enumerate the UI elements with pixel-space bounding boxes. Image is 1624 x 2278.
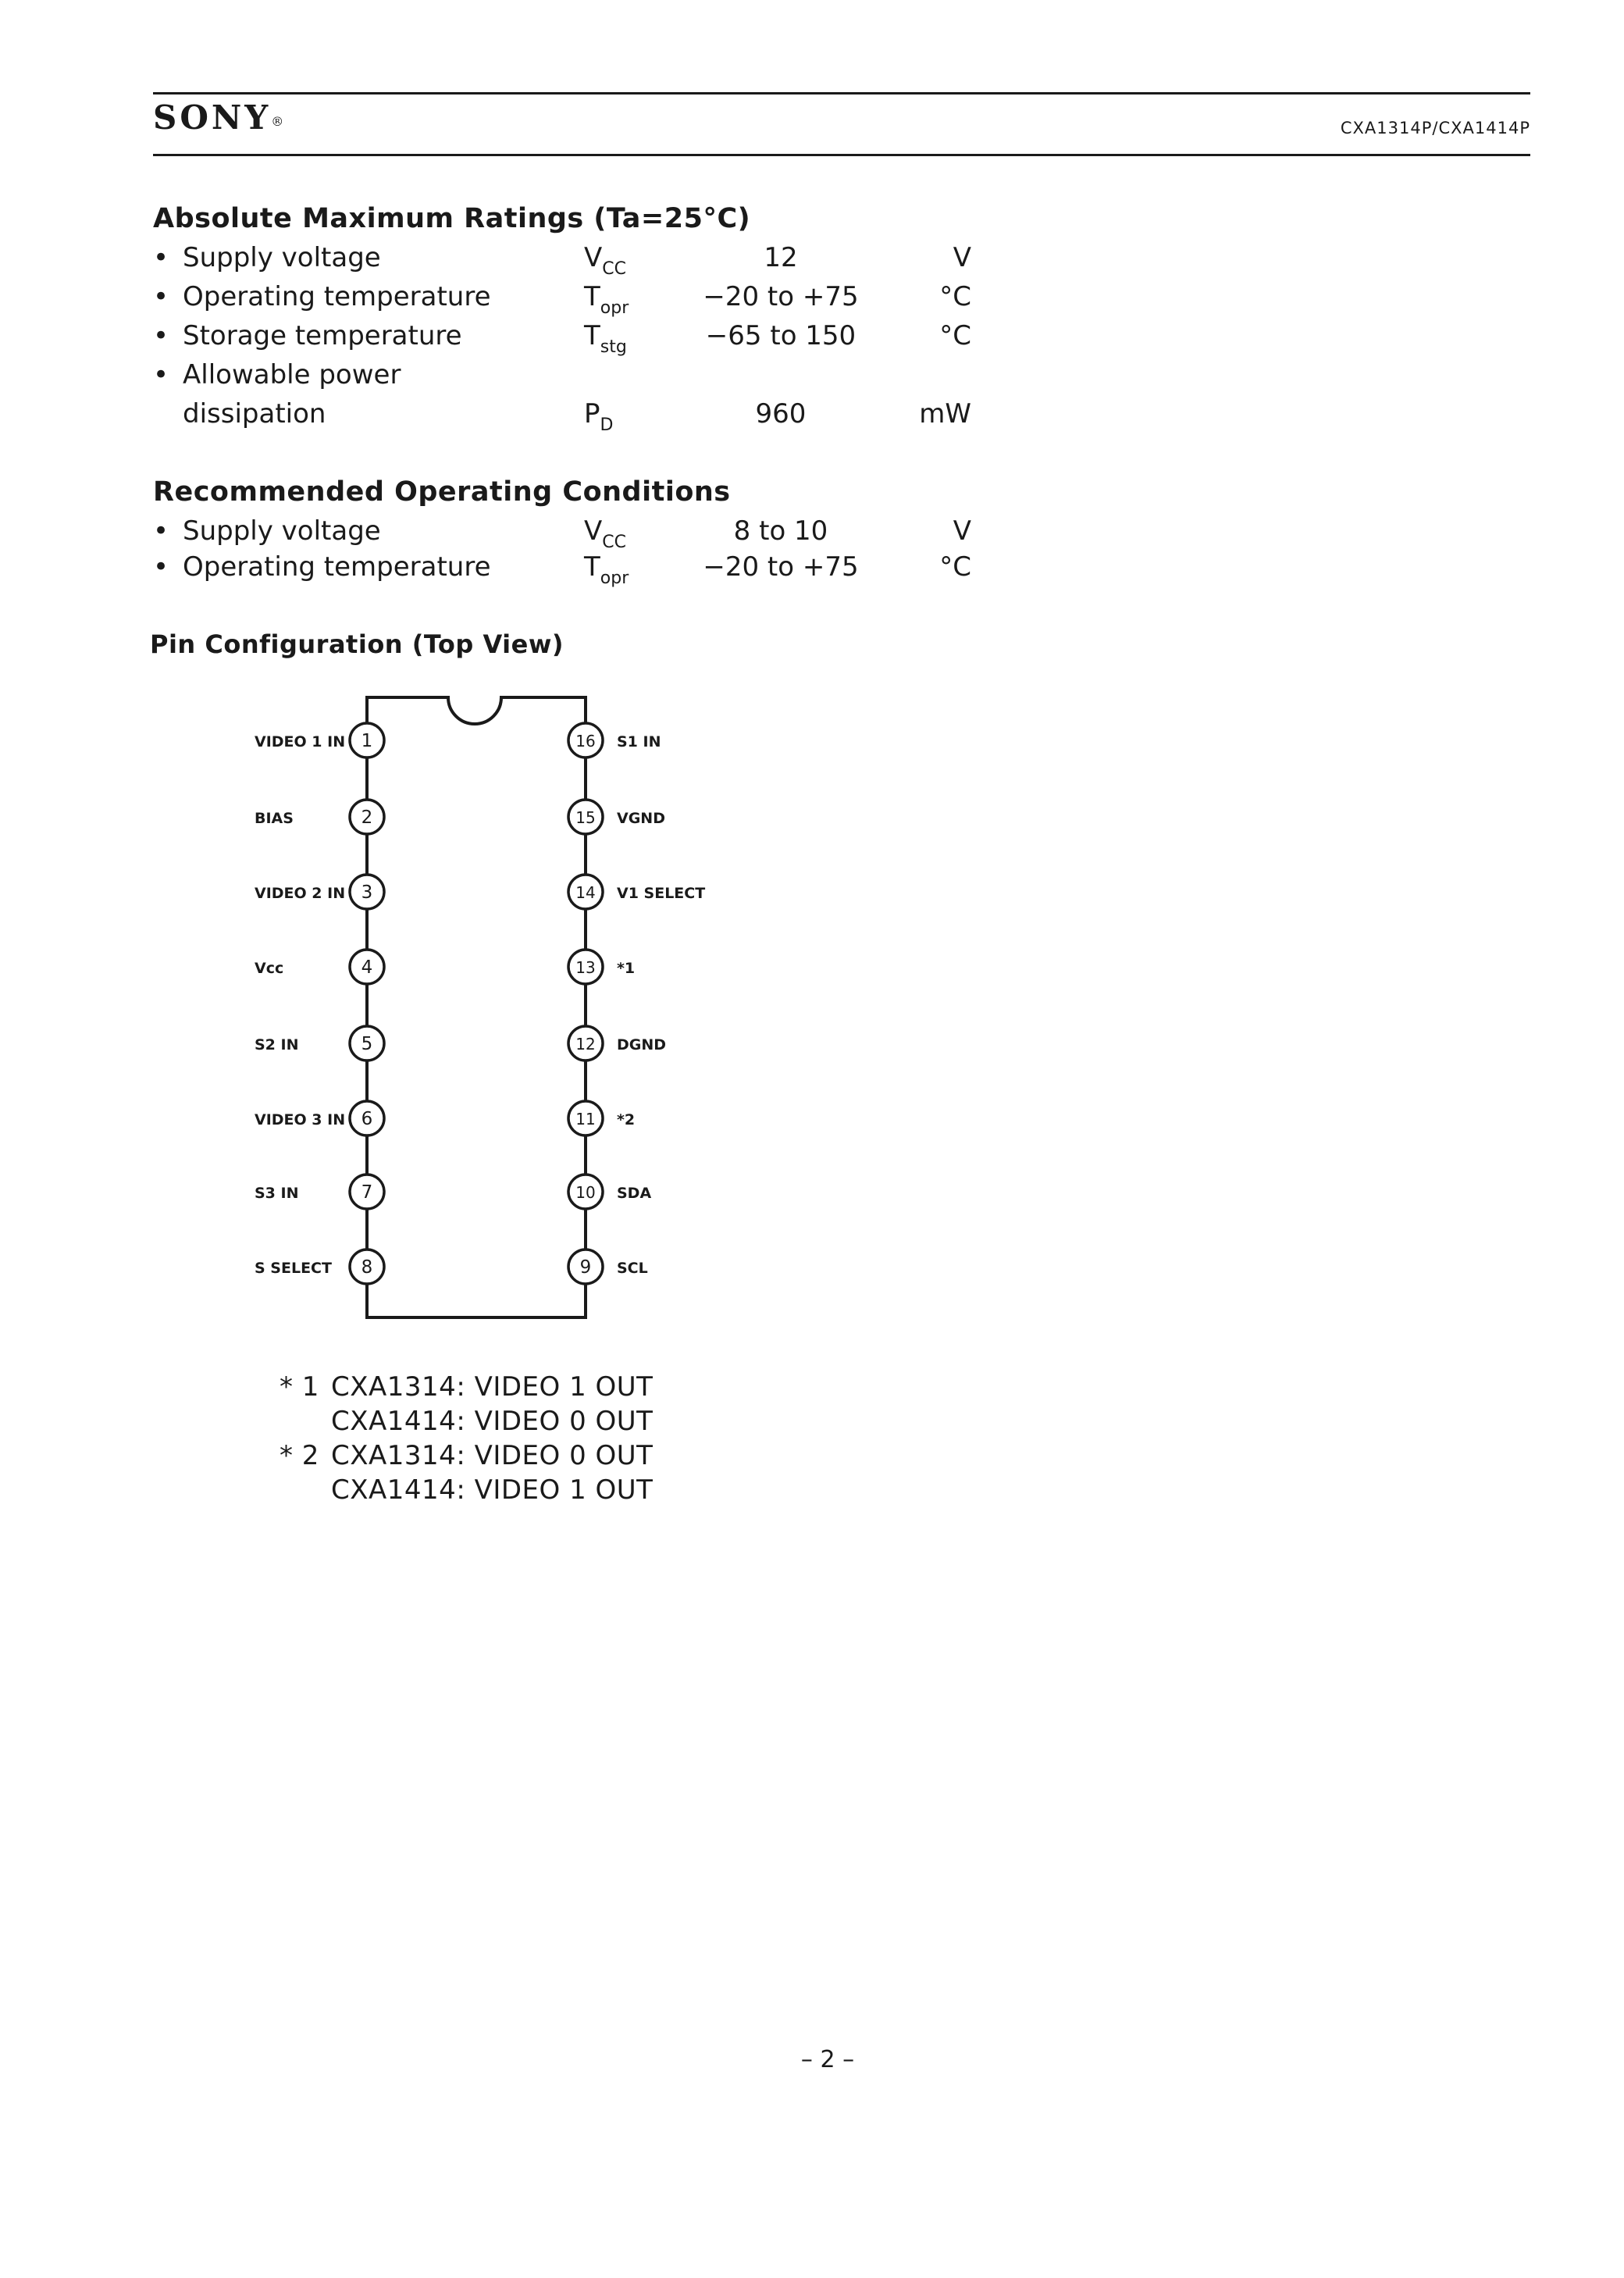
note-mark: * 2 (280, 1440, 319, 1471)
pin-14 (568, 875, 705, 909)
row-value: 12 (764, 242, 798, 273)
row-label: Operating temperature (183, 551, 491, 583)
pin-label: Vcc (255, 960, 284, 977)
chip-outline (367, 697, 586, 1317)
row-value: −20 to +75 (703, 551, 859, 583)
row-value: −20 to +75 (703, 281, 859, 312)
note-text: CXA1414: VIDEO 0 OUT (331, 1406, 654, 1437)
row-value: 8 to 10 (733, 515, 828, 547)
pin-4 (255, 950, 384, 984)
row-label: Allowable power (183, 359, 401, 390)
pin-number: 5 (361, 1034, 373, 1054)
pin-number: 16 (575, 732, 596, 750)
row-unit: °C (939, 281, 971, 312)
pin-13 (568, 950, 635, 984)
pin-label: VGND (617, 810, 665, 827)
row-value: 960 (755, 398, 807, 430)
pin-number: 3 (361, 882, 373, 903)
rec-op-title: Recommended Operating Conditions (153, 476, 731, 508)
part-number: CXA1314P/CXA1414P (1340, 119, 1530, 137)
pin-15 (568, 800, 665, 834)
row-symbol: $V_{CC}$ (584, 515, 626, 552)
pin-16 (568, 723, 661, 758)
pin-10 (568, 1175, 651, 1209)
pin-diagram (234, 679, 734, 1335)
pin-label: SDA (617, 1185, 652, 1202)
pin-label: VIDEO 3 IN (255, 1111, 346, 1128)
pin-label: SCL (617, 1260, 648, 1277)
note-mark: * 1 (280, 1371, 319, 1403)
pin-12 (568, 1026, 666, 1061)
row-symbol: $P_D$ (584, 398, 614, 435)
pin-label: S1 IN (617, 733, 661, 750)
abs-max-title: Absolute Maximum Ratings (Ta=25°C) (153, 203, 751, 234)
pin-config-title: Pin Configuration (Top View) (150, 629, 564, 659)
pin-label: S3 IN (255, 1185, 299, 1202)
pin-number: 13 (575, 958, 596, 977)
pin-9 (568, 1250, 648, 1284)
row-unit: °C (939, 320, 971, 351)
pin-1 (255, 723, 384, 758)
pin-label: *1 (617, 960, 636, 977)
row-unit: °C (939, 551, 971, 583)
note-text: CXA1314: VIDEO 0 OUT (331, 1440, 654, 1471)
row-symbol: $V_{CC}$ (584, 242, 626, 279)
pin-8 (255, 1250, 384, 1284)
page-number: – 2 – (800, 2046, 855, 2073)
pin-6 (255, 1101, 384, 1135)
row-unit: mW (919, 398, 971, 430)
pin-number: 6 (361, 1109, 373, 1129)
pin-3 (255, 875, 384, 909)
pin-label: V1 SELECT (617, 885, 706, 902)
sony-logo: SONY® (153, 98, 284, 137)
pin-5 (255, 1026, 384, 1061)
row-unit: V (953, 242, 971, 273)
row-label: Supply voltage (183, 242, 381, 273)
pin-number: 2 (361, 807, 373, 828)
pin-number: 15 (575, 808, 596, 827)
row-value: −65 to 150 (705, 320, 857, 351)
pin-label: VIDEO 2 IN (255, 885, 346, 902)
note-text: CXA1314: VIDEO 1 OUT (331, 1371, 654, 1403)
pin-label: S SELECT (255, 1260, 332, 1277)
row-label-continued: dissipation (183, 398, 326, 430)
pin-number: 10 (575, 1183, 596, 1202)
row-label: Supply voltage (183, 515, 381, 547)
pin-number: 11 (575, 1110, 596, 1128)
row-label: Storage temperature (183, 320, 462, 351)
pin-label: DGND (617, 1036, 667, 1053)
row-symbol: $T_{opr}$ (584, 281, 629, 318)
pin-number: 9 (579, 1257, 592, 1278)
pin-number: 12 (575, 1035, 596, 1053)
row-symbol: $T_{stg}$ (584, 320, 627, 357)
pin-2 (255, 800, 384, 834)
header-bottom-rule (153, 154, 1530, 156)
pin-label: S2 IN (255, 1036, 299, 1053)
pin-number: 1 (361, 731, 373, 751)
pin-number: 4 (361, 957, 373, 978)
pin-label: *2 (617, 1111, 636, 1128)
pin-label: BIAS (255, 810, 294, 827)
pin-label: VIDEO 1 IN (255, 733, 346, 750)
pin-number: 8 (361, 1257, 373, 1278)
pin-7 (255, 1175, 384, 1209)
row-label: Operating temperature (183, 281, 491, 312)
pin-number: 7 (361, 1182, 373, 1203)
pin-number: 14 (575, 883, 596, 902)
header-top-rule (153, 92, 1530, 94)
note-text: CXA1414: VIDEO 1 OUT (331, 1474, 654, 1506)
row-symbol: $T_{opr}$ (584, 551, 629, 588)
pin-11 (568, 1101, 635, 1135)
row-unit: V (953, 515, 971, 547)
